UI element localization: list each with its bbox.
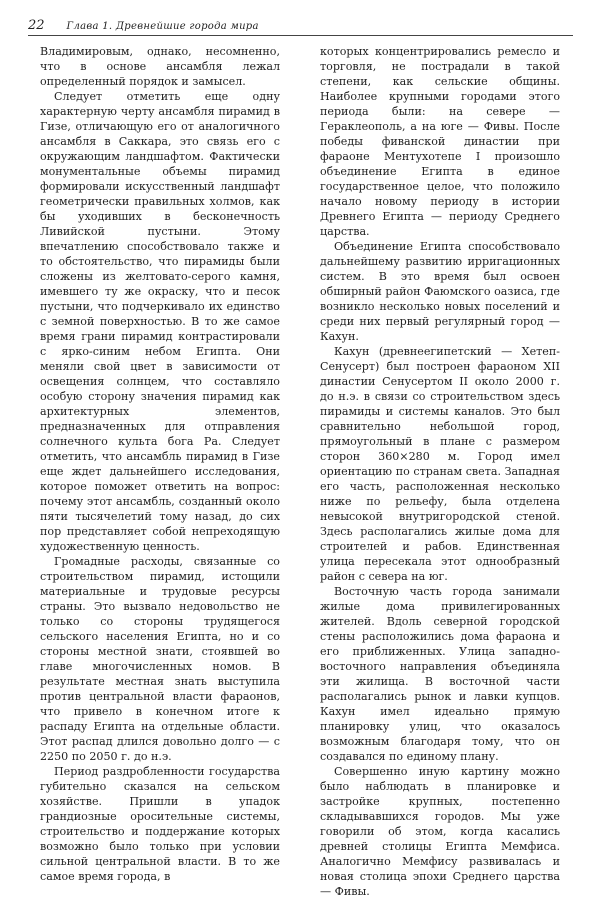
paragraph: Восточную часть города занимали жилые дома привилегированных жителей. Вдоль северной городской стены расположились дома фараона и его приближенных. Улица западно-восточного направления объединяла эти жилища. В восточной части располагались рынок и лавки купцов. Кахун имел идеально прямую планировку улиц, что оказалось возможным благодаря тому, что он создавался по единому плану. (320, 585, 560, 763)
paragraph: Владимировым, однако, несомненно, что в основе ансамбля лежал определенный порядок и замысел. (40, 45, 280, 88)
running-title: Глава 1. Древнейшие города мира (66, 21, 259, 32)
left-column (40, 44, 280, 883)
text-columns (40, 44, 560, 898)
right-column (320, 44, 560, 898)
paragraph: которых концентрировались ремесло и торговля, не пострадали в такой степени, как сельские общины. Наиболее крупными городами этого периода были: на севере — Гераклеополь, а на юге — Фивы. После победы фиванской династии при фараоне Ментухотепе I произошло объединение Египта в единое государственное целое, что положило начало новому периоду в истории Древнего Египта — периоду Среднего царства. (320, 45, 560, 238)
paragraph: Следует отметить еще одну характерную черту ансамбля пирамид в Гизе, отличающую его от аналогичного ансамбля в Саккара, это связь его с окружающим ландшафтом. Фактически монументальные объемы пирамид формировали искусственный ландшафт геометрически правильных холмов, как бы уходивших в бесконечность Ливийской пустыни. Этому впечатлению способствовало также и то обстоятельство, что пирамиды были сложены из желтовато-серого камня, имевшего ту же окраску, что и песок пустыни, что подчеркивало их единство с земной поверхностью. В то же самое время грани пирамид контрастировали с ярко-синим небом Египта. Они меняли свой цвет в зависимости от освещения солнцем, что составляло особую сторону значения пирамид как архитектурных элементов, предназначенных для отправления солнечного культа бога Ра. Следует отметить, что ансамбль пирамид в Гизе еще ждет дальнейшего исследования, которое поможет ответить на вопрос: почему этот ансамбль, созданный около пяти тысячелетий тому назад, до сих пор представляет собой непреходящую художественную ценность. (40, 90, 280, 553)
paragraph: Кахун (древнеегипетский — Хетеп-Сенусерт) был построен фараоном XII династии Сенусертом II около 2000 г. до н.э. в связи со строительством здесь пирамиды и системы каналов. Это был сравнительно небольшой город, прямоугольный в плане с размером сторон 360×280 м. Город имел ориентацию по странам света. Западная его часть, расположенная несколько ниже по рельефу, была отделена невысокой внутригородской стеной. Здесь располагались жилые дома для строителей и рабов. Единственная улица пересекала этот однообразный район с севера на юг. (320, 345, 560, 583)
running-header (28, 14, 573, 36)
paragraph: Объединение Египта способствовало дальнейшему развитию ирригационных систем. В это время был освоен обширный район Фаюмского оазиса, где возникло несколько новых поселений и среди них первый регулярный город — Кахун. (320, 240, 560, 343)
paragraph: Совершенно иную картину можно было наблюдать в планировке и застройке крупных, постепенно складывавшихся городов. Мы уже говорили об этом, когда касались древней столицы Египта Мемфиса. Аналогично Мемфису развивалась и новая столица эпохи Среднего царства — Фивы. (320, 765, 560, 898)
page-number: 22 (28, 18, 45, 33)
paragraph: Громадные расходы, связанные со строительством пирамид, истощили материальные и трудовые ресурсы страны. Это вызвало недовольство не только со стороны трудящегося сельского населения Египта, но и со стороны местной знати, стоявшей во главе многочисленных номов. В результате местная знать выступила против центральной власти фараонов, что привело в конечном итоге к распаду Египта на отдельные области. Этот распад длился довольно долго — с 2250 по 2050 г. до н.э. (40, 555, 280, 763)
paragraph: Период раздробленности государства губительно сказался на сельском хозяйстве. Пришли в упадок грандиозные оросительные системы, строительство и поддержание которых возможно было только при условии сильной центральной власти. В то же самое время города, в (40, 765, 280, 883)
